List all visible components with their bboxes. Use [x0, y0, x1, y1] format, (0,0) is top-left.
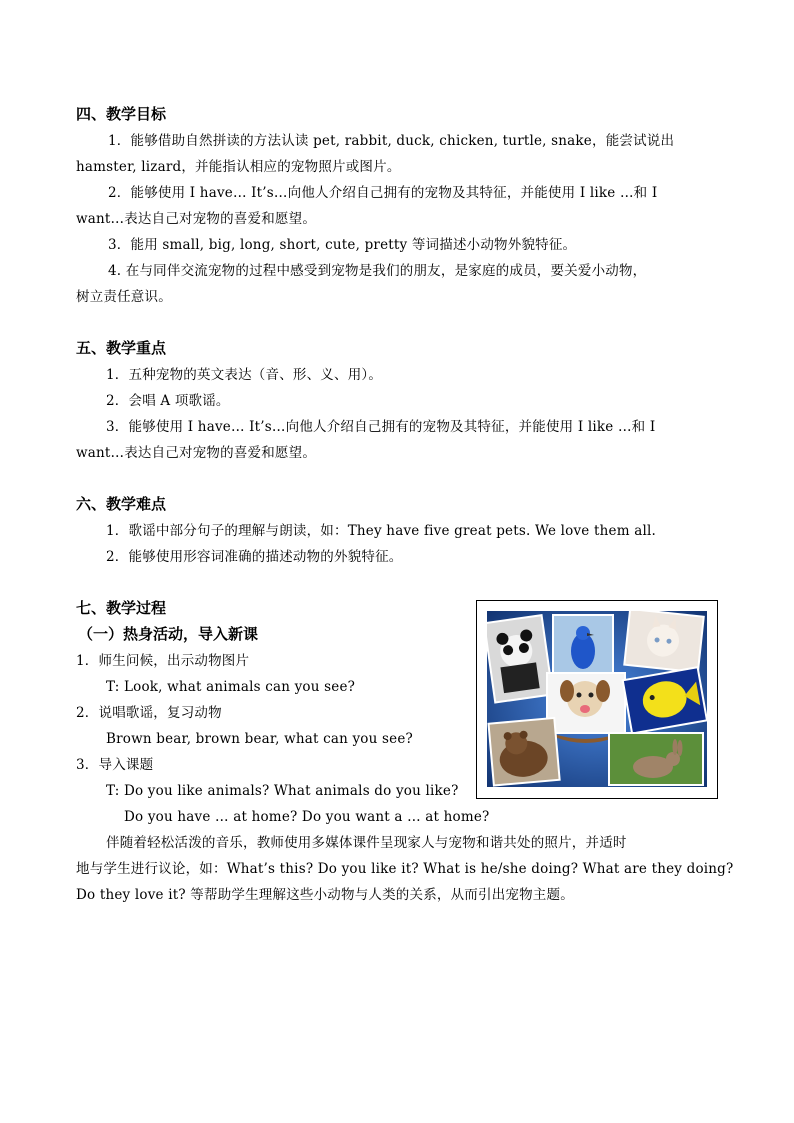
process-paragraph-line-1: 伴随着轻松活泼的音乐，教师使用多媒体课件呈现家人与宠物和谐共处的照片，并适时 — [106, 835, 627, 851]
section-heading-difficulties: 六、教学难点 — [76, 495, 167, 513]
key-point-item-1: 1．五种宠物的英文表达（音、形、义、用）。 — [106, 367, 383, 383]
process-step-2-detail: Brown bear, brown bear, what can you see? — [106, 731, 413, 747]
rabbit-photo — [609, 733, 703, 785]
key-point-item-2: 2．会唱 A 项歌谣。 — [106, 393, 230, 409]
section-heading-key-points: 五、教学重点 — [76, 339, 167, 357]
subheading-warm-up: （一）热身活动，导入新课 — [78, 625, 259, 643]
process-step-2: 2．说唱歌谣，复习动物 — [76, 705, 222, 721]
difficulty-item-2: 2．能够使用形容词准确的描述动物的外貌特征。 — [106, 549, 403, 565]
goal-item-4-line-2: 树立责任意识。 — [76, 289, 172, 305]
animal-collage-image — [487, 611, 707, 787]
process-paragraph-line-2: 地与学生进行议论，如：What’s this? Do you like it? What is he/she doing? What are they doing? — [76, 861, 734, 877]
difficulty-item-1: 1．歌谣中部分句子的理解与朗读，如：They have five great pets. We love them all. — [106, 523, 656, 539]
yellow-fish-photo — [623, 667, 707, 733]
key-point-item-3-line-1: 3．能够使用 I have… It’s…向他人介绍自己拥有的宠物及其特征，并能使用 I like …和 I — [106, 419, 656, 435]
animal-collage-frame — [476, 600, 718, 799]
process-step-3-detail-1: T: Do you like animals? What animals do you like? — [106, 783, 459, 799]
process-paragraph-line-3: Do they love it? 等帮助学生理解这些小动物与人类的关系，从而引出宠物主题。 — [76, 887, 574, 903]
goal-item-3: 3．能用 small, big, long, short, cute, pretty 等词描述小动物外貌特征。 — [108, 237, 577, 253]
process-step-1-detail: T: Look, what animals can you see? — [106, 679, 356, 695]
goal-item-2-line-2: want…表达自己对宠物的喜爱和愿望。 — [76, 211, 317, 227]
section-heading-process: 七、教学过程 — [76, 599, 167, 617]
goal-item-4-line-1: 4. 在与同伴交流宠物的过程中感受到宠物是我们的朋友，是家庭的成员，要关爱小动物， — [108, 263, 647, 279]
panda-photo — [487, 615, 553, 702]
goal-item-2-line-1: 2．能够使用 I have… It’s…向他人介绍自己拥有的宠物及其特征，并能使用 I like …和 I — [108, 185, 658, 201]
goal-item-1-line-1: 1．能够借助自然拼读的方法认读 pet, rabbit, duck, chicken, turtle, snake，能尝试说出 — [108, 133, 675, 149]
kitten-photo — [624, 611, 703, 672]
process-step-3-detail-2: Do you have … at home? Do you want a … at home? — [124, 809, 490, 825]
goal-item-1-line-2: hamster, lizard，并能指认相应的宠物照片或图片。 — [76, 159, 401, 175]
key-point-item-3-line-2: want…表达自己对宠物的喜爱和愿望。 — [76, 445, 317, 461]
process-step-3: 3．导入课题 — [76, 757, 154, 773]
section-heading-goals: 四、教学目标 — [76, 105, 167, 123]
brown-bear-photo — [488, 718, 559, 786]
process-step-1: 1．师生问候，出示动物图片 — [76, 653, 250, 669]
